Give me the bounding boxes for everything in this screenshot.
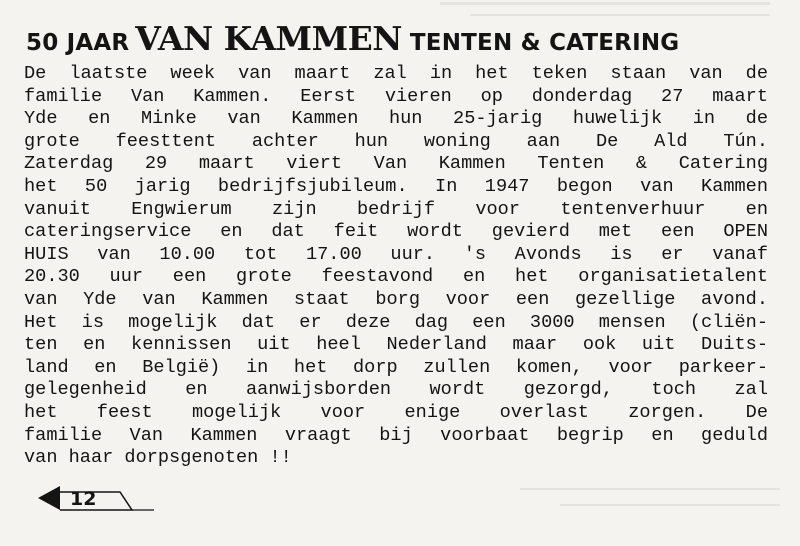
body-line: cateringservice en dat feit wordt gevierd met een OPEN — [24, 221, 768, 243]
body-line: Het is mogelijk dat er deze dag een 3000 mensen (cliën- — [24, 311, 768, 333]
body-line: ten en kennissen uit heel Nederland maar ook uit Duits- — [24, 334, 768, 356]
page-number-marker — [36, 484, 156, 520]
headline-name: VAN KAMMEN — [135, 19, 402, 58]
body-line: grote feesttent achter hun woning aan De Ald Tún. — [24, 130, 768, 152]
headline-prefix: 50 JAAR — [26, 30, 130, 56]
headline-suffix: TENTEN & CATERING — [409, 30, 680, 56]
body-line: van Yde van Kammen staat borg voor een gezellige avond. — [24, 288, 768, 310]
body-line: familie Van Kammen. Eerst vieren op donderdag 27 maart — [24, 85, 768, 107]
article-headline — [26, 19, 768, 58]
body-line: De laatste week van maart zal in het teken staan van de — [24, 63, 768, 84]
body-line: Yde en Minke van Kammen hun 25-jarig huwelijk in de — [24, 108, 768, 130]
page-number: 12 — [70, 488, 97, 510]
body-line: van haar dorpsgenoten !! — [24, 447, 292, 469]
body-line: Zaterdag 29 maart viert Van Kammen Tenten & Catering — [24, 153, 768, 175]
body-line: gelegenheid en aanwijsborden wordt gezorgd, toch zal — [24, 379, 768, 401]
body-line: 20.30 uur een grote feestavond en het organisatietalent — [24, 266, 768, 288]
body-line: het 50 jarig bedrijfsjubileum. In 1947 begon van Kammen — [24, 175, 768, 197]
body-line: vanuit Engwierum zijn bedrijf voor tentenverhuur en — [24, 198, 768, 220]
body-line: het feest mogelijk voor enige overlast zorgen. De — [24, 401, 768, 423]
body-line: HUIS van 10.00 tot 17.00 uur. 's Avonds is er vanaf — [24, 243, 768, 265]
body-line: familie Van Kammen vraagt bij voorbaat begrip en geduld — [24, 424, 768, 446]
news-article — [24, 19, 768, 470]
body-line: land en België) in het dorp zullen komen, voor parkeer- — [24, 356, 768, 378]
article-body — [24, 63, 768, 470]
